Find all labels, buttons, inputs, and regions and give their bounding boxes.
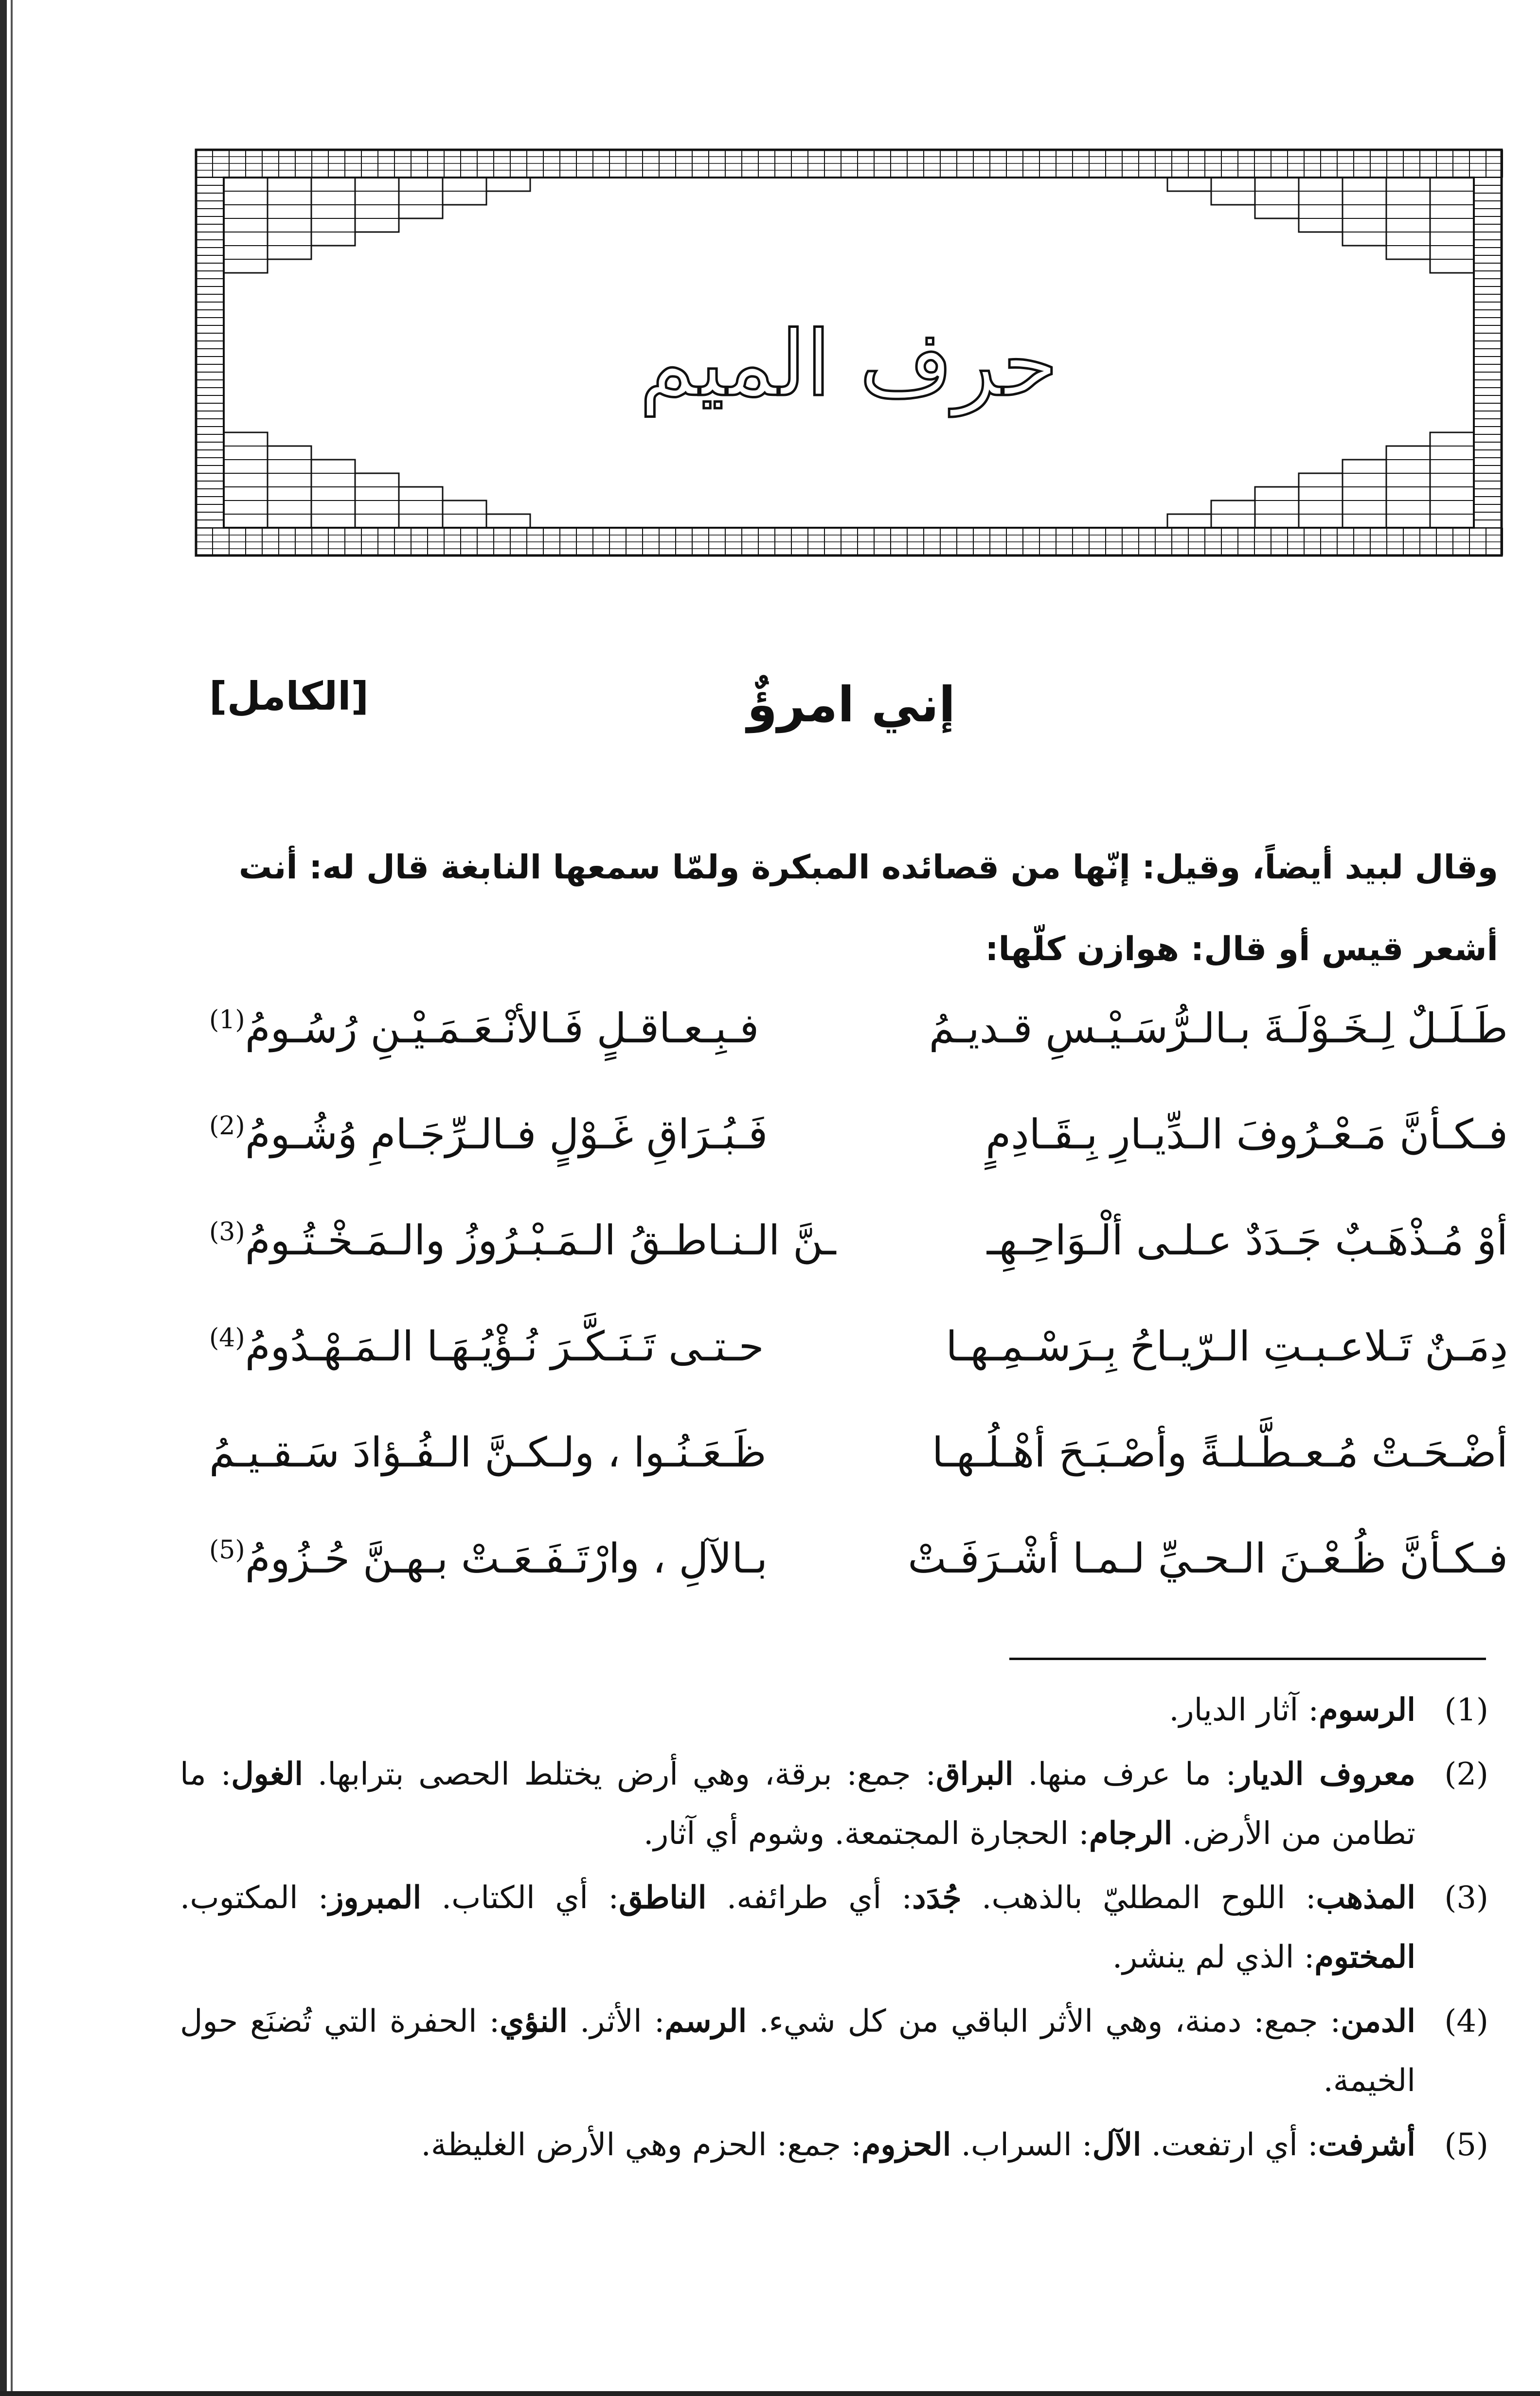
footnote-marker: (1): [209, 1005, 245, 1035]
gloss-text: : الأثر.: [568, 2003, 665, 2039]
intro-paragraph: [185, 827, 1498, 990]
gloss-text: : الحجارة المجتمعة. وشوم أي آثار.: [643, 1816, 1089, 1852]
footnote-text: [180, 1745, 1415, 1863]
footnote-text: [180, 2115, 1415, 2175]
intro-line-2: أشعر قيس أو قال: هوازن كلّها:: [985, 930, 1498, 968]
glossed-term: الرجام: [1089, 1815, 1173, 1852]
verse-second-hemistich: [209, 1110, 768, 1158]
verse-second-hemistich: [209, 1535, 768, 1582]
footnote-number: (4): [1444, 2003, 1488, 2039]
verse: [180, 1004, 1508, 1110]
chapter-frame: [195, 148, 1503, 557]
glossed-term: النؤي: [500, 2003, 568, 2039]
glossed-term: المذهب: [1316, 1879, 1416, 1916]
gloss-text: : أي ارتفعت.: [1141, 2127, 1318, 2163]
footnote-marker: (3): [209, 1217, 245, 1247]
footnote-item: [180, 1745, 1488, 1863]
footnote-text: [180, 1868, 1415, 1987]
gloss-text: : جمع: الحزم وهي الأرض الغليظة.: [421, 2127, 861, 2163]
verse-text: فَـبُـرَاقِ غَـوْلٍ فـالـرِّجَـامِ وُشُـومُ: [245, 1110, 768, 1158]
verse-text: ظَـعَـنُـوا ، ولـكـنَّ الـفُـؤادَ سَـقـيـمُ: [209, 1429, 767, 1476]
verse-text: ـنَّ الـنـاطـقُ الـمَـبْـرُوزُ والـمَـخْـتُـومُ: [245, 1216, 836, 1264]
book-spine-line: [11, 0, 13, 2396]
verse-second-hemistich: [209, 1429, 767, 1476]
gloss-text: : ما عرف منها.: [1013, 1756, 1236, 1792]
verse-first-hemistich: أوْ مُـذْهَـبٌ جَـدَدٌ عـلـى ألْـوَاحِـهِـ: [986, 1216, 1508, 1264]
footnote-marker: (4): [209, 1323, 245, 1353]
poem-title: إني امرؤٌ: [747, 676, 956, 733]
footnote-text: [180, 1681, 1415, 1740]
glossed-term: الغول: [231, 1756, 303, 1792]
footnote-item: [180, 1868, 1488, 1987]
glossed-term: البراق: [936, 1756, 1014, 1792]
gloss-text: : الذي لم ينشر.: [1112, 1939, 1315, 1975]
verse: [180, 1429, 1508, 1535]
glossed-term: الرسوم: [1319, 1692, 1415, 1728]
glossed-term: أشرفت: [1318, 2127, 1415, 2163]
gloss-text: : الحفرة التي تُضنَع حول الخيمة.: [180, 2003, 1415, 2099]
verse-first-hemistich: فـكـأنَّ ظُـعْـنَ الـحـيِّ لـمـا أشْـرَفَـتْ: [908, 1535, 1508, 1582]
footnote-item: [180, 2115, 1488, 2175]
glossed-term: الحزوم: [861, 2127, 951, 2163]
glossed-term: معروف الديار: [1236, 1756, 1416, 1792]
verse: [180, 1535, 1508, 1641]
footnote-number: (2): [1444, 1756, 1488, 1792]
book-spine-edge: [0, 0, 7, 2396]
chapter-title: حرف الميم: [639, 311, 1058, 416]
verse: [180, 1323, 1508, 1429]
verse-first-hemistich: فـكـأنَّ مَـعْـرُوفَ الـدِّيـارِ بِـقَـادِمٍ: [985, 1110, 1508, 1158]
footnote-marker: (2): [209, 1111, 245, 1141]
verse-text: حـتـى تَـنَـكَّـرَ نُـؤْيُـهَـا الـمَـهْـدُومُ: [245, 1323, 764, 1370]
gloss-text: : اللوح المطليّ بالذهب.: [961, 1880, 1316, 1916]
verse-text: بـالآلِ ، وارْتَـفَـعَـتْ بـهـنَّ حُـزُومُ: [245, 1535, 768, 1582]
glossed-term: المختوم: [1314, 1939, 1415, 1975]
gloss-text: : جمع: دمنة، وهي الأثر الباقي من كل شيء.: [747, 2003, 1341, 2039]
page-bottom-edge: [0, 2391, 1540, 2396]
glossed-term: الناطق: [619, 1879, 707, 1916]
verse: [180, 1110, 1508, 1216]
glossed-term: الدمن: [1341, 2003, 1416, 2039]
gloss-text: : جمع: برقة، وهي أرض يختلط الحصى بترابها.: [303, 1756, 936, 1792]
poem-verses: [180, 1004, 1508, 1641]
gloss-text: : المكتوب.: [180, 1880, 329, 1916]
gloss-text: : آثار الديار.: [1169, 1692, 1319, 1728]
gloss-text: : ما تطامن من الأرض.: [180, 1756, 1415, 1852]
footnote-separator: [1009, 1658, 1486, 1660]
verse: [180, 1216, 1508, 1323]
verse-first-hemistich: دِمَـنٌ تَـلاعـبـتِ الـرّيـاحُ بِـرَسْـمِـهـا: [946, 1323, 1508, 1370]
footnote-number: (3): [1444, 1880, 1488, 1916]
glossed-term: الآل: [1092, 2127, 1142, 2163]
poem-meter: [الكامل]: [209, 674, 369, 719]
gloss-text: : أي الكتاب.: [421, 1880, 619, 1916]
footnotes: [180, 1681, 1488, 2180]
footnote-text: [180, 1992, 1415, 2110]
verse-text: فـبِـعـاقـلٍ فَـالأنْـعَـمَـيْـنِ رُسُـومُ: [245, 1004, 759, 1052]
verse-second-hemistich: [209, 1004, 759, 1052]
verse-second-hemistich: [209, 1323, 764, 1370]
gloss-text: : السراب.: [951, 2127, 1092, 2163]
verse-first-hemistich: طَـلَـلٌ لِـخَـوْلَـةَ بـالـرُّسَـيْـسِ قـديـمُ: [929, 1004, 1508, 1052]
footnote-item: [180, 1992, 1488, 2110]
footnote-number: (5): [1444, 2127, 1488, 2163]
glossed-term: المبروز: [328, 1879, 422, 1916]
gloss-text: : أي طرائفه.: [706, 1880, 913, 1916]
verse-second-hemistich: [209, 1216, 836, 1264]
intro-line-1: وقال لبيد أيضاً، وقيل: إنّها من قصائده المبكرة ولمّا سمعها النابغة قال له: أنت: [238, 848, 1498, 887]
footnote-number: (1): [1444, 1692, 1488, 1728]
footnote-marker: (5): [209, 1536, 245, 1565]
verse-first-hemistich: أضْـحَـتْ مُـعـطَّـلـةً وأصْـبَـحَ أهْـلُـهـا: [932, 1429, 1508, 1476]
footnote-item: [180, 1681, 1488, 1740]
glossed-term: جُدَد: [912, 1879, 962, 1916]
glossed-term: الرسم: [664, 2003, 747, 2039]
